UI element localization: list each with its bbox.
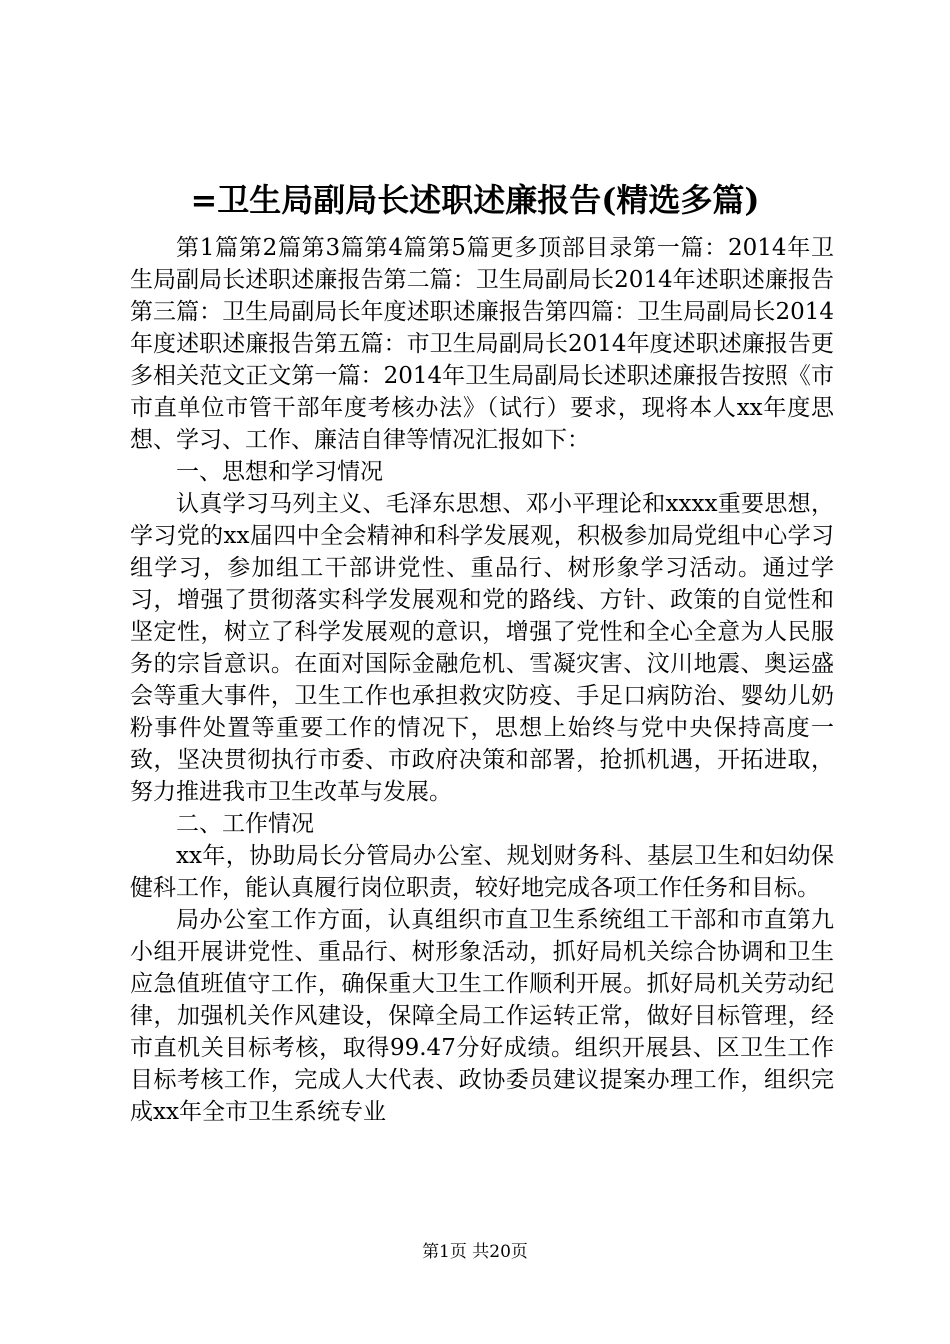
document-title: =卫生局副局长述职述廉报告(精选多篇): [190, 181, 760, 219]
paragraph-office-work: 局办公室工作方面，认真组织市直卫生系统组工干部和市直第九小组开展讲党性、重品行、树形象活动，抓好局机关综合协调和卫生应急值班值守工作，确保重大卫生工作顺利开展。抓好局机关劳动纪律，加强机关作风建设，保障全局工作运转正常，做好目标管理，经市直机关目标考核，取得99.47分好成绩。组织开展县、区卫生工作目标考核工作，完成人大代表、政协委员建议提案办理工作，组织完成xx年全市卫生系统专业: [130, 907, 834, 1125]
section-heading-2: 二、工作情况: [176, 811, 314, 837]
paragraph-work-overview: xx年，协助局长分管局办公室、规划财务科、基层卫生和妇幼保健科工作，能认真履行岗位职责，较好地完成各项工作任务和目标。: [130, 843, 834, 901]
document-body: [130, 232, 834, 1128]
section-heading-1: 一、思想和学习情况: [176, 459, 383, 485]
page-footer: 第1页 共20页: [422, 1242, 528, 1262]
paragraph-intro: 第1篇第2篇第3篇第4篇第5篇更多顶部目录第一篇：2014年卫生局副局长述职述廉报告第二篇：卫生局副局长2014年述职述廉报告第三篇：卫生局副局长年度述职述廉报告第四篇：卫生局副局长2014年度述职述廉报告第五篇：市卫生局副局长2014年度述职述廉报告更多相关范文正文第一篇：2014年卫生局副局长述职述廉报告按照《市市直单位市管干部年度考核办法》（试行）要求，现将本人xx年度思想、学习、工作、廉洁自律等情况汇报如下：: [130, 235, 834, 453]
paragraph-thought-study: 认真学习马列主义、毛泽东思想、邓小平理论和xxxx重要思想，学习党的xx届四中全会精神和科学发展观，积极参加局党组中心学习组学习，参加组工干部讲党性、重品行、树形象学习活动。通过学习，增强了贯彻落实科学发展观和党的路线、方针、政策的自觉性和坚定性，树立了科学发展观的意识，增强了党性和全心全意为人民服务的宗旨意识。在面对国际金融危机、雪凝灾害、汶川地震、奥运盛会等重大事件，卫生工作也承担救灾防疫、手足口病防治、婴幼儿奶粉事件处置等重要工作的情况下，思想上始终与党中央保持高度一致，坚决贯彻执行市委、市政府决策和部署，抢抓机遇，开拓进取，努力推进我市卫生改革与发展。: [130, 491, 834, 805]
